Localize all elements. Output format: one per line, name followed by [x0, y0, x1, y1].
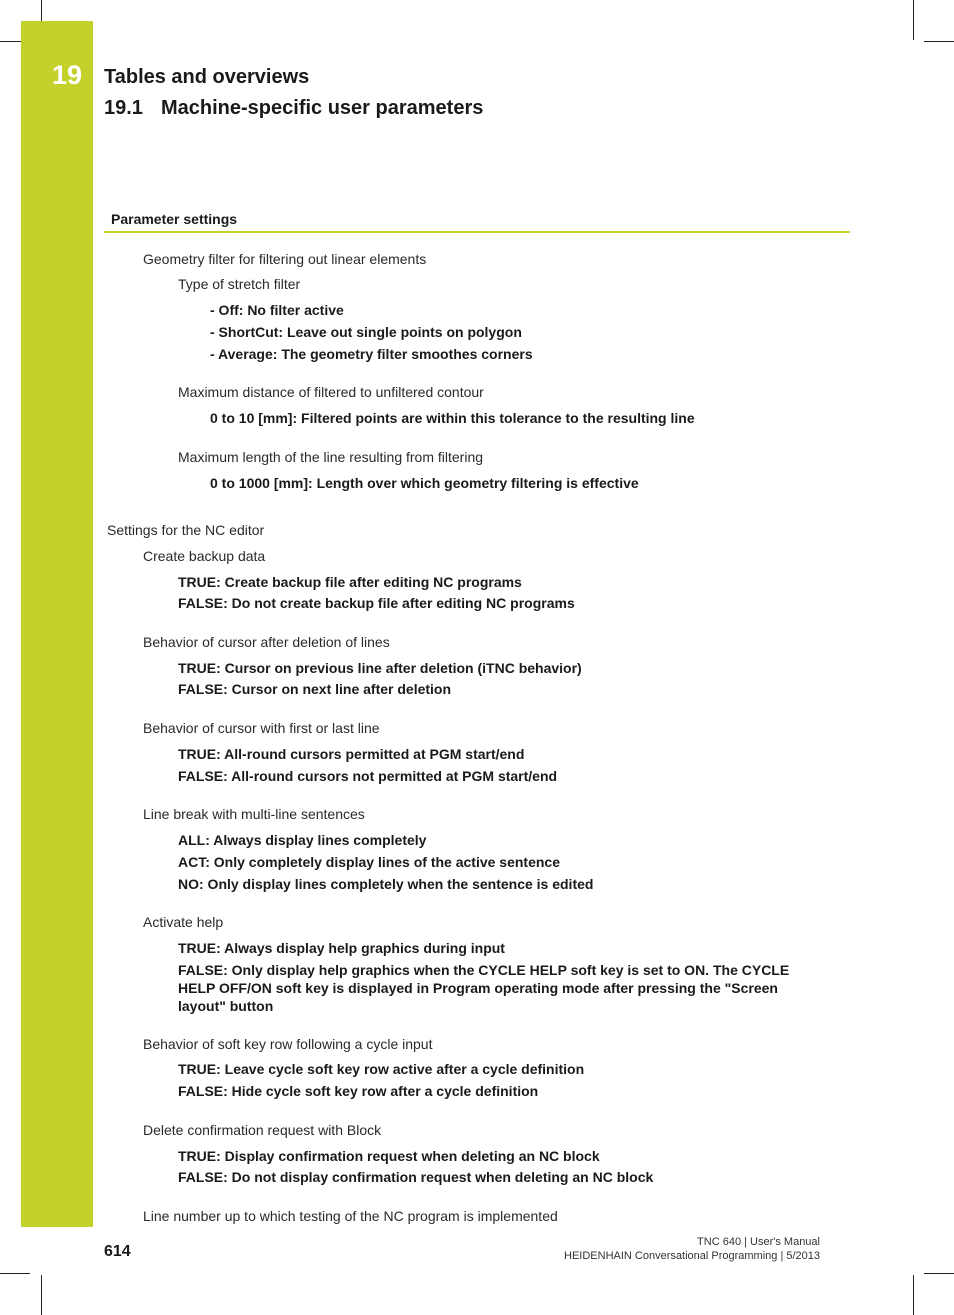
footer-manual-info	[564, 1235, 820, 1263]
section-title	[104, 97, 483, 120]
param-value: 0 to 1000 [mm]: Length over which geometry filtering is effective	[210, 475, 639, 491]
param-value: TRUE: Display confirmation request when deleting an NC block	[178, 1148, 600, 1164]
crop-mark	[924, 1273, 954, 1274]
chapter-title: Tables and overviews	[104, 66, 310, 88]
param-value: ALL: Always display lines completely	[178, 832, 427, 848]
param-value: TRUE: Cursor on previous line after deletion (iTNC behavior)	[178, 660, 582, 676]
page-number: 614	[104, 1243, 131, 1260]
param-label: Line number up to which testing of the NC program is implemented	[143, 1208, 558, 1224]
param-value: FALSE: Only display help graphics when the CYCLE HELP soft key is set to ON. The CYCLE HELP OFF/ON soft key is displayed in Program operating mode after pressing the "Screen layout" button	[178, 962, 790, 1014]
crop-mark	[913, 0, 914, 40]
param-value: TRUE: Create backup file after editing NC programs	[178, 574, 522, 590]
param-value: TRUE: Always display help graphics during input	[178, 940, 505, 956]
param-label: Delete confirmation request with Block	[143, 1122, 382, 1138]
param-label: Create backup data	[143, 548, 266, 564]
param-label: Type of stretch filter	[178, 276, 301, 292]
param-value: 0 to 10 [mm]: Filtered points are within this tolerance to the resulting line	[210, 410, 695, 426]
param-value: - Average: The geometry filter smoothes corners	[210, 346, 533, 362]
param-value: FALSE: Do not create backup file after editing NC programs	[178, 595, 575, 611]
chapter-number: 19	[52, 60, 83, 90]
param-value: NO: Only display lines completely when the sentence is edited	[178, 876, 594, 892]
param-value: FALSE: Hide cycle soft key row after a cycle definition	[178, 1083, 539, 1099]
param-label: Maximum distance of filtered to unfiltered contour	[178, 384, 484, 400]
param-category-label: Settings for the NC editor	[107, 522, 265, 538]
crop-mark	[41, 1275, 42, 1315]
chapter-sidebar	[21, 21, 93, 1227]
footer-manual-subtitle: HEIDENHAIN Conversational Programming | 5/2013	[564, 1250, 820, 1262]
footer-manual-title: TNC 640 | User's Manual	[697, 1236, 820, 1248]
param-label: Maximum length of the line resulting from filtering	[178, 449, 484, 465]
crop-mark	[913, 1275, 914, 1315]
param-value: FALSE: Cursor on next line after deletion	[178, 681, 452, 697]
param-label: Activate help	[143, 914, 224, 930]
param-value: FALSE: All-round cursors not permitted at PGM start/end	[178, 768, 558, 784]
param-label: Line break with multi-line sentences	[143, 806, 365, 822]
param-value: TRUE: All-round cursors permitted at PGM start/end	[178, 746, 525, 762]
crop-mark	[924, 41, 954, 42]
param-value: - Off: No filter active	[210, 302, 344, 318]
param-value: TRUE: Leave cycle soft key row active after a cycle definition	[178, 1061, 585, 1077]
heading-rule	[104, 231, 850, 233]
param-value: FALSE: Do not display confirmation request when deleting an NC block	[178, 1169, 654, 1185]
param-label: Behavior of soft key row following a cycle input	[143, 1036, 433, 1052]
param-label: Behavior of cursor with first or last line	[143, 720, 380, 736]
crop-mark	[0, 1273, 30, 1274]
param-value: - ShortCut: Leave out single points on polygon	[210, 324, 522, 340]
param-label: Behavior of cursor after deletion of lines	[143, 634, 390, 650]
section-number: 19.1	[104, 97, 143, 119]
param-value: ACT: Only completely display lines of the active sentence	[178, 854, 561, 870]
section-title-text: Machine-specific user parameters	[161, 97, 484, 119]
param-group-label: Geometry filter for filtering out linear elements	[143, 251, 427, 267]
subheading-parameter-settings: Parameter settings	[111, 211, 238, 227]
